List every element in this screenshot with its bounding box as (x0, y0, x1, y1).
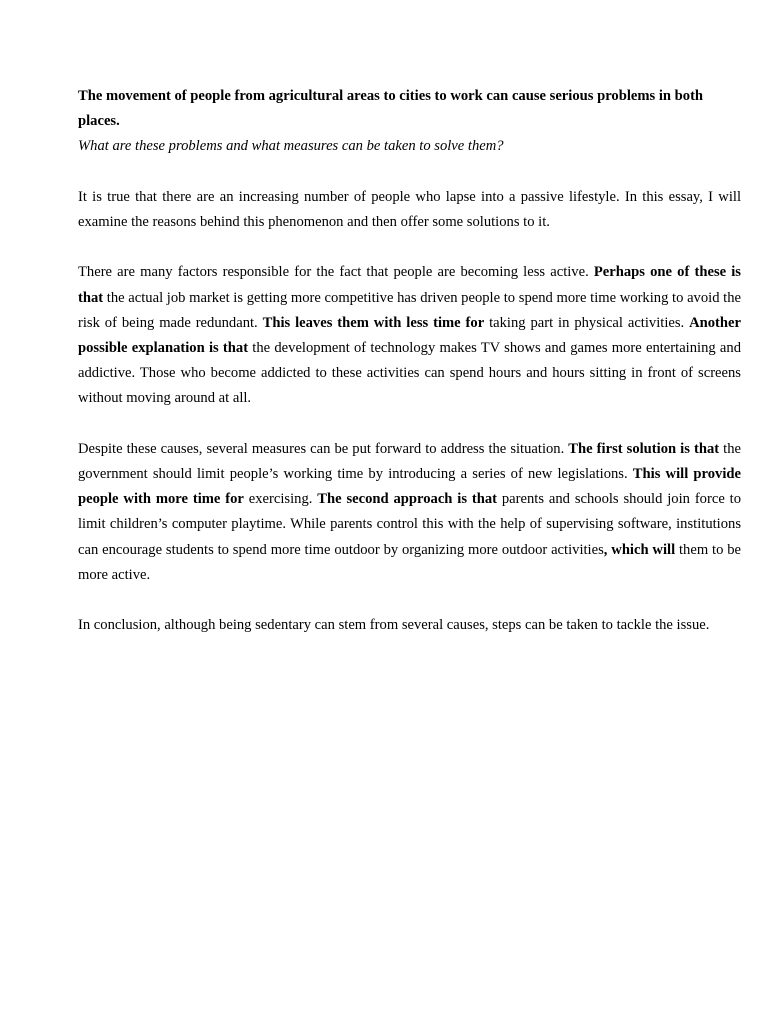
paragraph-body-causes (78, 260, 741, 411)
paragraph-body-solutions (78, 437, 741, 588)
text-run: the development of technology makes TV shows and games more entertaining and addictive. Those who become addicted to these activities can spend hours and hours sitting in front of screens without moving around at all. (78, 340, 741, 407)
bold-phrase: Another possible explanation is that (78, 314, 741, 356)
bold-phrase: The second approach is that (317, 491, 498, 508)
paragraph-conclusion (78, 613, 741, 638)
essay-prompt-question: What are these problems and what measures can be taken to solve them? (78, 138, 504, 155)
text-run: Despite these causes, several measures can be put forward to address the situation. (78, 440, 569, 457)
bold-phrase: Perhaps one of these is that (78, 264, 741, 306)
bold-phrase: The first solution is that (568, 440, 720, 457)
text-run: taking part in physical activities. (484, 314, 690, 331)
essay-body (78, 185, 741, 639)
document-page (78, 84, 741, 638)
text-run: There are many factors responsible for the fact that people are becoming less active. (78, 264, 594, 281)
bold-phrase: , which will (603, 541, 676, 558)
bold-phrase: This leaves them with less time for (262, 314, 485, 331)
text-run: It is true that there are an increasing number of people who lapse into a passive lifestyle. In this essay, I will examine the reasons behind this phenomenon and then offer some solutions to it. (78, 188, 741, 230)
text-run: the government should limit people’s working time by introducing a series of new legislations. (78, 440, 741, 482)
bold-phrase: This will provide people with more time for (78, 466, 741, 508)
text-run: the actual job market is getting more competitive has driven people to spend more time working to avoid the risk of being made redundant. (78, 289, 741, 331)
text-run: exercising. (243, 491, 318, 508)
text-run: In conclusion, although being sedentary can stem from several causes, steps can be taken to tackle the issue. (78, 617, 710, 634)
essay-prompt-title: The movement of people from agricultural areas to cities to work can cause serious problems in both places. (78, 88, 704, 130)
text-run: them to be more active. (78, 541, 741, 583)
text-run: parents and schools should join force to limit children’s computer playtime. While parents control this with the help of supervising software, institutions can encourage students to spend more time outdoor by organizing more outdoor activities (78, 491, 742, 558)
paragraph-introduction (78, 185, 741, 235)
